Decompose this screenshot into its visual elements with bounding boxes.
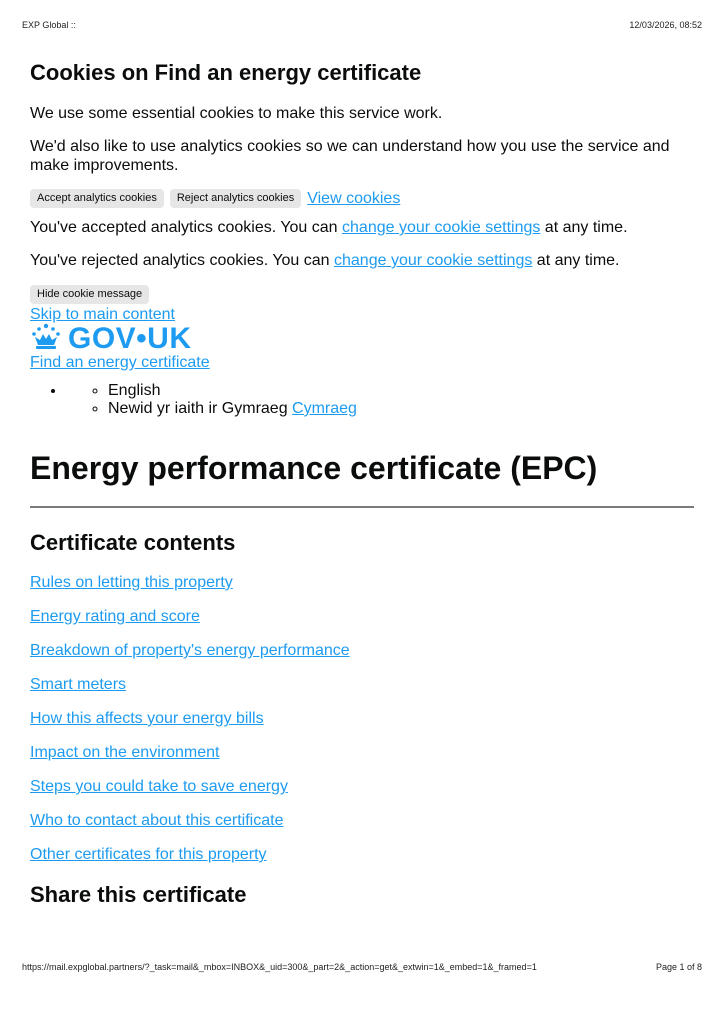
toc-link-energy-bills[interactable]: How this affects your energy bills — [30, 710, 264, 727]
change-cookie-settings-link-accepted[interactable]: change your cookie settings — [342, 219, 541, 236]
print-footer — [22, 962, 702, 972]
print-header — [22, 20, 702, 30]
cookie-analytics-text: We'd also like to use analytics cookies so we can understand how you use the service and make improvements. — [30, 138, 670, 174]
accepted-suffix: at any time. — [540, 219, 628, 236]
cookie-essential-text: We use some essential cookies to make this service work. — [30, 105, 443, 122]
change-cookie-settings-link-rejected[interactable]: change your cookie settings — [334, 252, 533, 269]
page-title: Energy performance certificate (EPC) — [30, 450, 598, 486]
skip-to-main-content-link[interactable]: Skip to main content — [30, 306, 175, 323]
cookies-rejected-message — [30, 251, 694, 270]
language-welsh-prefix: Newid yr iaith ir Gymraeg — [108, 400, 293, 417]
toc-link-energy-rating[interactable]: Energy rating and score — [30, 608, 200, 625]
share-certificate-heading: Share this certificate — [30, 882, 247, 907]
print-header-datetime: 12/03/2026, 08:52 — [629, 20, 702, 30]
cookie-banner-title: Cookies on Find an energy certificate — [30, 60, 422, 85]
reject-analytics-cookies-button[interactable]: Reject analytics cookies — [170, 189, 301, 208]
section-divider — [30, 506, 694, 508]
language-welsh — [108, 400, 694, 418]
cymraeg-link[interactable]: Cymraeg — [292, 400, 357, 417]
certificate-contents-nav — [30, 574, 694, 864]
hide-cookie-row — [30, 284, 694, 304]
cookie-button-row — [30, 189, 694, 208]
rejected-prefix: You've rejected analytics cookies. You can — [30, 252, 334, 269]
cookie-banner — [30, 58, 694, 304]
page-content — [30, 58, 694, 926]
language-options — [66, 382, 694, 418]
crown-icon — [30, 323, 62, 356]
toc-link-breakdown[interactable]: Breakdown of property's energy performance — [30, 642, 350, 659]
print-footer-page: Page 1 of 8 — [655, 962, 702, 972]
print-footer-url: https://mail.expglobal.partners/?_task=mail&_mbox=INBOX&_uid=300&_part=2&_action=get&_extwin=1&_embed=1&_framed=1 — [22, 962, 537, 972]
language-list — [30, 382, 694, 418]
govuk-logo-link[interactable] — [30, 324, 694, 354]
accepted-prefix: You've accepted analytics cookies. You can — [30, 219, 343, 236]
language-english-label: English — [108, 382, 161, 399]
print-header-title: EXP Global :: — [22, 20, 76, 30]
language-list-item — [66, 382, 694, 418]
toc-link-save-energy[interactable]: Steps you could take to save energy — [30, 778, 288, 795]
toc-link-rules-on-letting[interactable]: Rules on letting this property — [30, 574, 233, 591]
view-cookies-link[interactable]: View cookies — [307, 189, 401, 207]
hide-cookie-message-button[interactable]: Hide cookie message — [30, 285, 149, 304]
rejected-suffix: at any time. — [532, 252, 620, 269]
certificate-contents-heading: Certificate contents — [30, 530, 236, 555]
toc-link-environment[interactable]: Impact on the environment — [30, 744, 220, 761]
toc-link-other-certificates[interactable]: Other certificates for this property — [30, 846, 267, 863]
toc-link-contact[interactable]: Who to contact about this certificate — [30, 812, 284, 829]
cookies-accepted-message — [30, 218, 694, 237]
language-english — [108, 382, 694, 400]
toc-link-smart-meters[interactable]: Smart meters — [30, 676, 127, 693]
service-name-link[interactable]: Find an energy certificate — [30, 354, 210, 371]
govuk-wordmark: GOV•UK — [68, 322, 192, 355]
accept-analytics-cookies-button[interactable]: Accept analytics cookies — [30, 189, 164, 208]
